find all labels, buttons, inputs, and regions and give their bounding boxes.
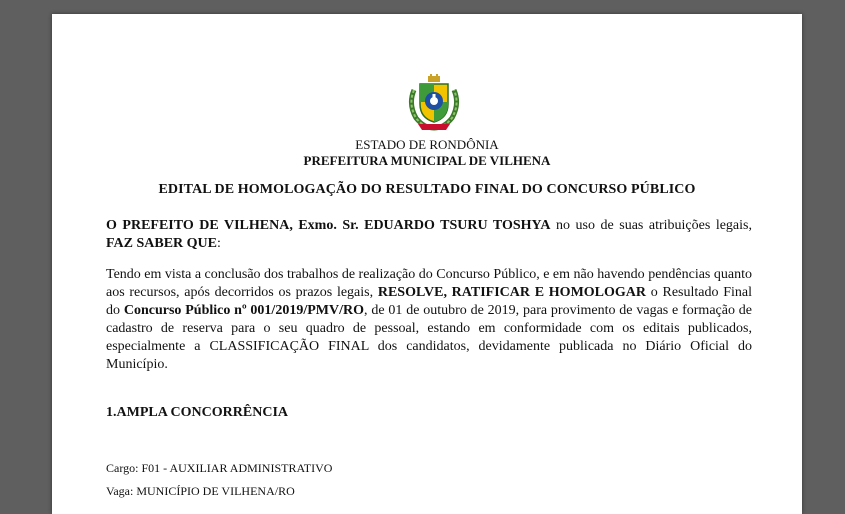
resolution-paragraph — [106, 266, 752, 374]
vaga-line: Vaga: MUNICÍPIO DE VILHENA/RO — [106, 484, 295, 498]
paragraph2-text1: Tendo em vista a conclusão dos trabalhos de realização do Concurso Público, e em não havendo pendências quanto aos recursos, após decorridos os prazos legais, — [106, 267, 752, 300]
opening-paragraph — [106, 217, 752, 253]
coat-of-arms-icon — [406, 74, 462, 132]
paragraph1-text1: no uso de suas atribuições legais, — [550, 218, 752, 233]
faz-saber-que: FAZ SABER QUE — [106, 236, 217, 251]
paragraph2-text3: , de 01 de outubro de 2019, para provimento de vagas e formação de cadastro de reserva para o seu quadro de pessoal, estando em conformidade com os editais publicados, especialmente a CLASSIFICAÇÃO FINAL dos candidatos, devidamente publicada no Diário Oficial do Município. — [106, 303, 753, 372]
resolve-homologar: RESOLVE, RATIFICAR E HOMOLOGAR — [377, 285, 647, 300]
state-heading: ESTADO DE RONDÔNIA — [355, 137, 499, 152]
city-heading: PREFEITURA MUNICIPAL DE VILHENA — [303, 153, 551, 168]
concurso-number: Concurso Público nº 001/2019/PMV/RO — [123, 303, 364, 318]
section-title: 1.AMPLA CONCORRÊNCIA — [106, 405, 288, 420]
cargo-line: Cargo: F01 - AUXILIAR ADMINISTRATIVO — [106, 461, 333, 475]
document-page — [52, 14, 802, 514]
paragraph2-text2: o Resultado Final do — [106, 285, 752, 318]
mayor-name: O PREFEITO DE VILHENA, Exmo. Sr. EDUARDO TSURU TOSHYA — [106, 218, 551, 233]
paragraph1-text2: : — [216, 236, 221, 251]
document-title: EDITAL DE HOMOLOGAÇÃO DO RESULTADO FINAL DO CONCURSO PÚBLICO — [158, 182, 696, 197]
